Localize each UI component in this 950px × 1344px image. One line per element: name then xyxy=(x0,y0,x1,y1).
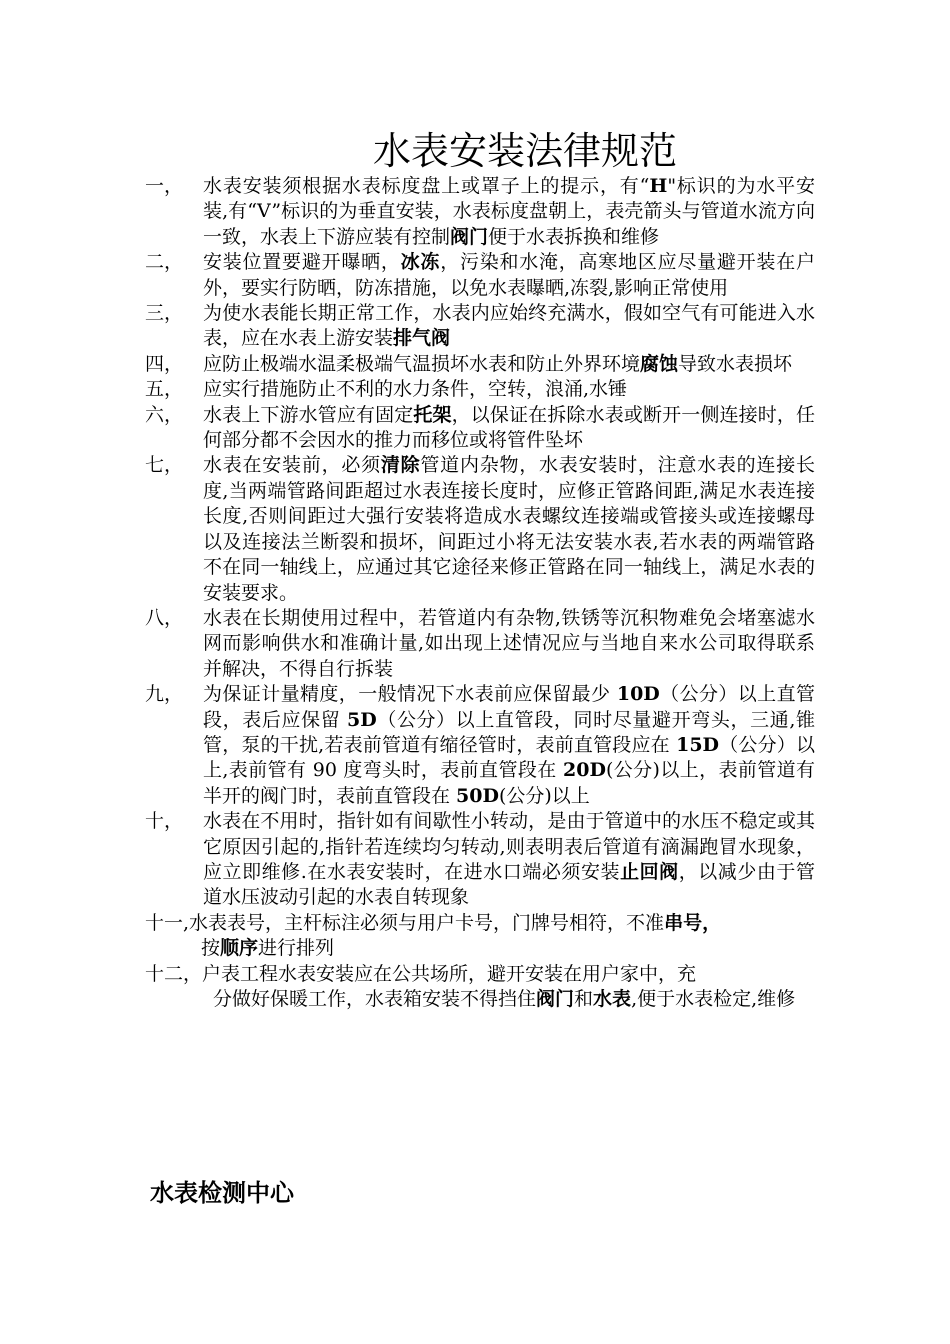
list-item xyxy=(145,301,815,352)
document-footer: 水表检测中心 xyxy=(150,1179,294,1207)
item-text: 应实行措施防止不利的水力条件，空转，浪涌,水锤 xyxy=(203,378,628,401)
list-item xyxy=(145,403,815,454)
list-item xyxy=(145,962,815,1013)
item-number: 九， xyxy=(145,683,184,706)
item-text: 安装位置要避开曝晒，冰冻，污染和水淹，高寒地区应尽量避开装在户外，要实行防晒，防冻措施，以免水表曝晒,冻裂,影响正常使用 xyxy=(203,251,815,299)
item-text: 十二，户表工程水表安装应在公共场所，避开安装在用户家中，充 xyxy=(145,962,697,985)
item-text: 应防止极端水温柔极端气温损坏水表和防止外界环境腐蚀导致水表损坏 xyxy=(203,352,793,375)
list-item xyxy=(145,606,815,682)
list-item xyxy=(145,453,815,605)
item-text: 水表在长期使用过程中，若管道内有杂物,铁锈等沉积物难免会堵塞滤水网而影响供水和准确计量,如出现上述情况应与当地自来水公司取得联系并解决，不得自行拆装 xyxy=(203,606,815,680)
list-item xyxy=(145,174,815,250)
regulation-list xyxy=(145,174,815,1012)
item-number: 十， xyxy=(145,810,184,833)
item-text-continued: 分做好保暖工作，水表箱安装不得挡住阀门和水表,便于水表检定,维修 xyxy=(213,988,796,1010)
list-item xyxy=(145,911,815,962)
list-item xyxy=(145,682,815,809)
item-number: 四， xyxy=(145,352,184,375)
list-item xyxy=(145,809,815,911)
list-item xyxy=(145,352,815,377)
item-number: 十二， xyxy=(145,962,203,985)
item-text: 为保证计量精度，一般情况下水表前应保留最少 10D（公分）以上直管段，表后应保留 5D（公分）以上直管段，同时尽量避开弯头，三通,锥管，泵的干扰,若表前管道有缩径管时，表前直管段应在 15D（公分）以上,表前管有 90 度弯头时，表前直管段在 20D(公分)以上，表前管道有半开的阀门时，表前直管段在 50D(公分)以上 xyxy=(203,683,816,807)
document-title: 水表安装法律规范 xyxy=(373,129,678,173)
item-number: 五， xyxy=(145,378,184,401)
item-number: 七， xyxy=(145,454,184,477)
item-text: 水表安装须根据水表标度盘上或罩子上的提示，有“H"标识的为水平安装,有“V”标识的为垂直安装，水表标度盘朝上，表壳箭头与管道水流方向一致，水表上下游应装有控制阀门便于水表拆换和维修 xyxy=(203,175,816,248)
item-number: 三， xyxy=(145,302,184,325)
item-text: 水表在安装前，必须清除管道内杂物，水表安装时，注意水表的连接长度,当两端管路间距超过水表连接长度时，应修正管路间距,满足水表连接长度,否则间距过大强行安装将造成水表螺纹连接端或管接头或连接螺母以及连接法兰断裂和损坏，间距过小将无法安装水表,若水表的两端管路不在同一轴线上，应通过其它途径来修正管路在同一轴线上，满足水表的安装要求。 xyxy=(203,454,815,604)
list-item xyxy=(145,377,815,402)
item-number: 六， xyxy=(145,403,184,426)
item-number: 八， xyxy=(145,606,184,629)
item-number: 一， xyxy=(145,175,184,197)
item-number: 十一, xyxy=(145,911,190,934)
item-text: 为使水表能长期正常工作，水表内应始终充满水，假如空气有可能进入水表，应在水表上游安装排气阀 xyxy=(203,302,815,350)
item-text: 水表上下游水管应有固定托架，以保证在拆除水表或断开一侧连接时，任何部分都不会因水的推力而移位或将管件坠坏 xyxy=(203,403,815,452)
item-text: 水表在不用时，指针如有间歇性小转动，是由于管道中的水压不稳定或其它原因引起的,指针若连续均匀转动,则表明表后管道有滴漏跑冒水现象，应立即维修.在水表安装时，在进水口端必须安装止回阀，以减少由于管道水压波动引起的水表自转现象 xyxy=(203,810,815,909)
list-item xyxy=(145,250,815,301)
item-text-continued: 按顺序进行排列 xyxy=(201,937,335,960)
item-number: 二， xyxy=(145,251,184,274)
item-text: 十一,水表表号，主杆标注必须与用户卡号，门牌号相符，不准串号， xyxy=(145,911,722,934)
